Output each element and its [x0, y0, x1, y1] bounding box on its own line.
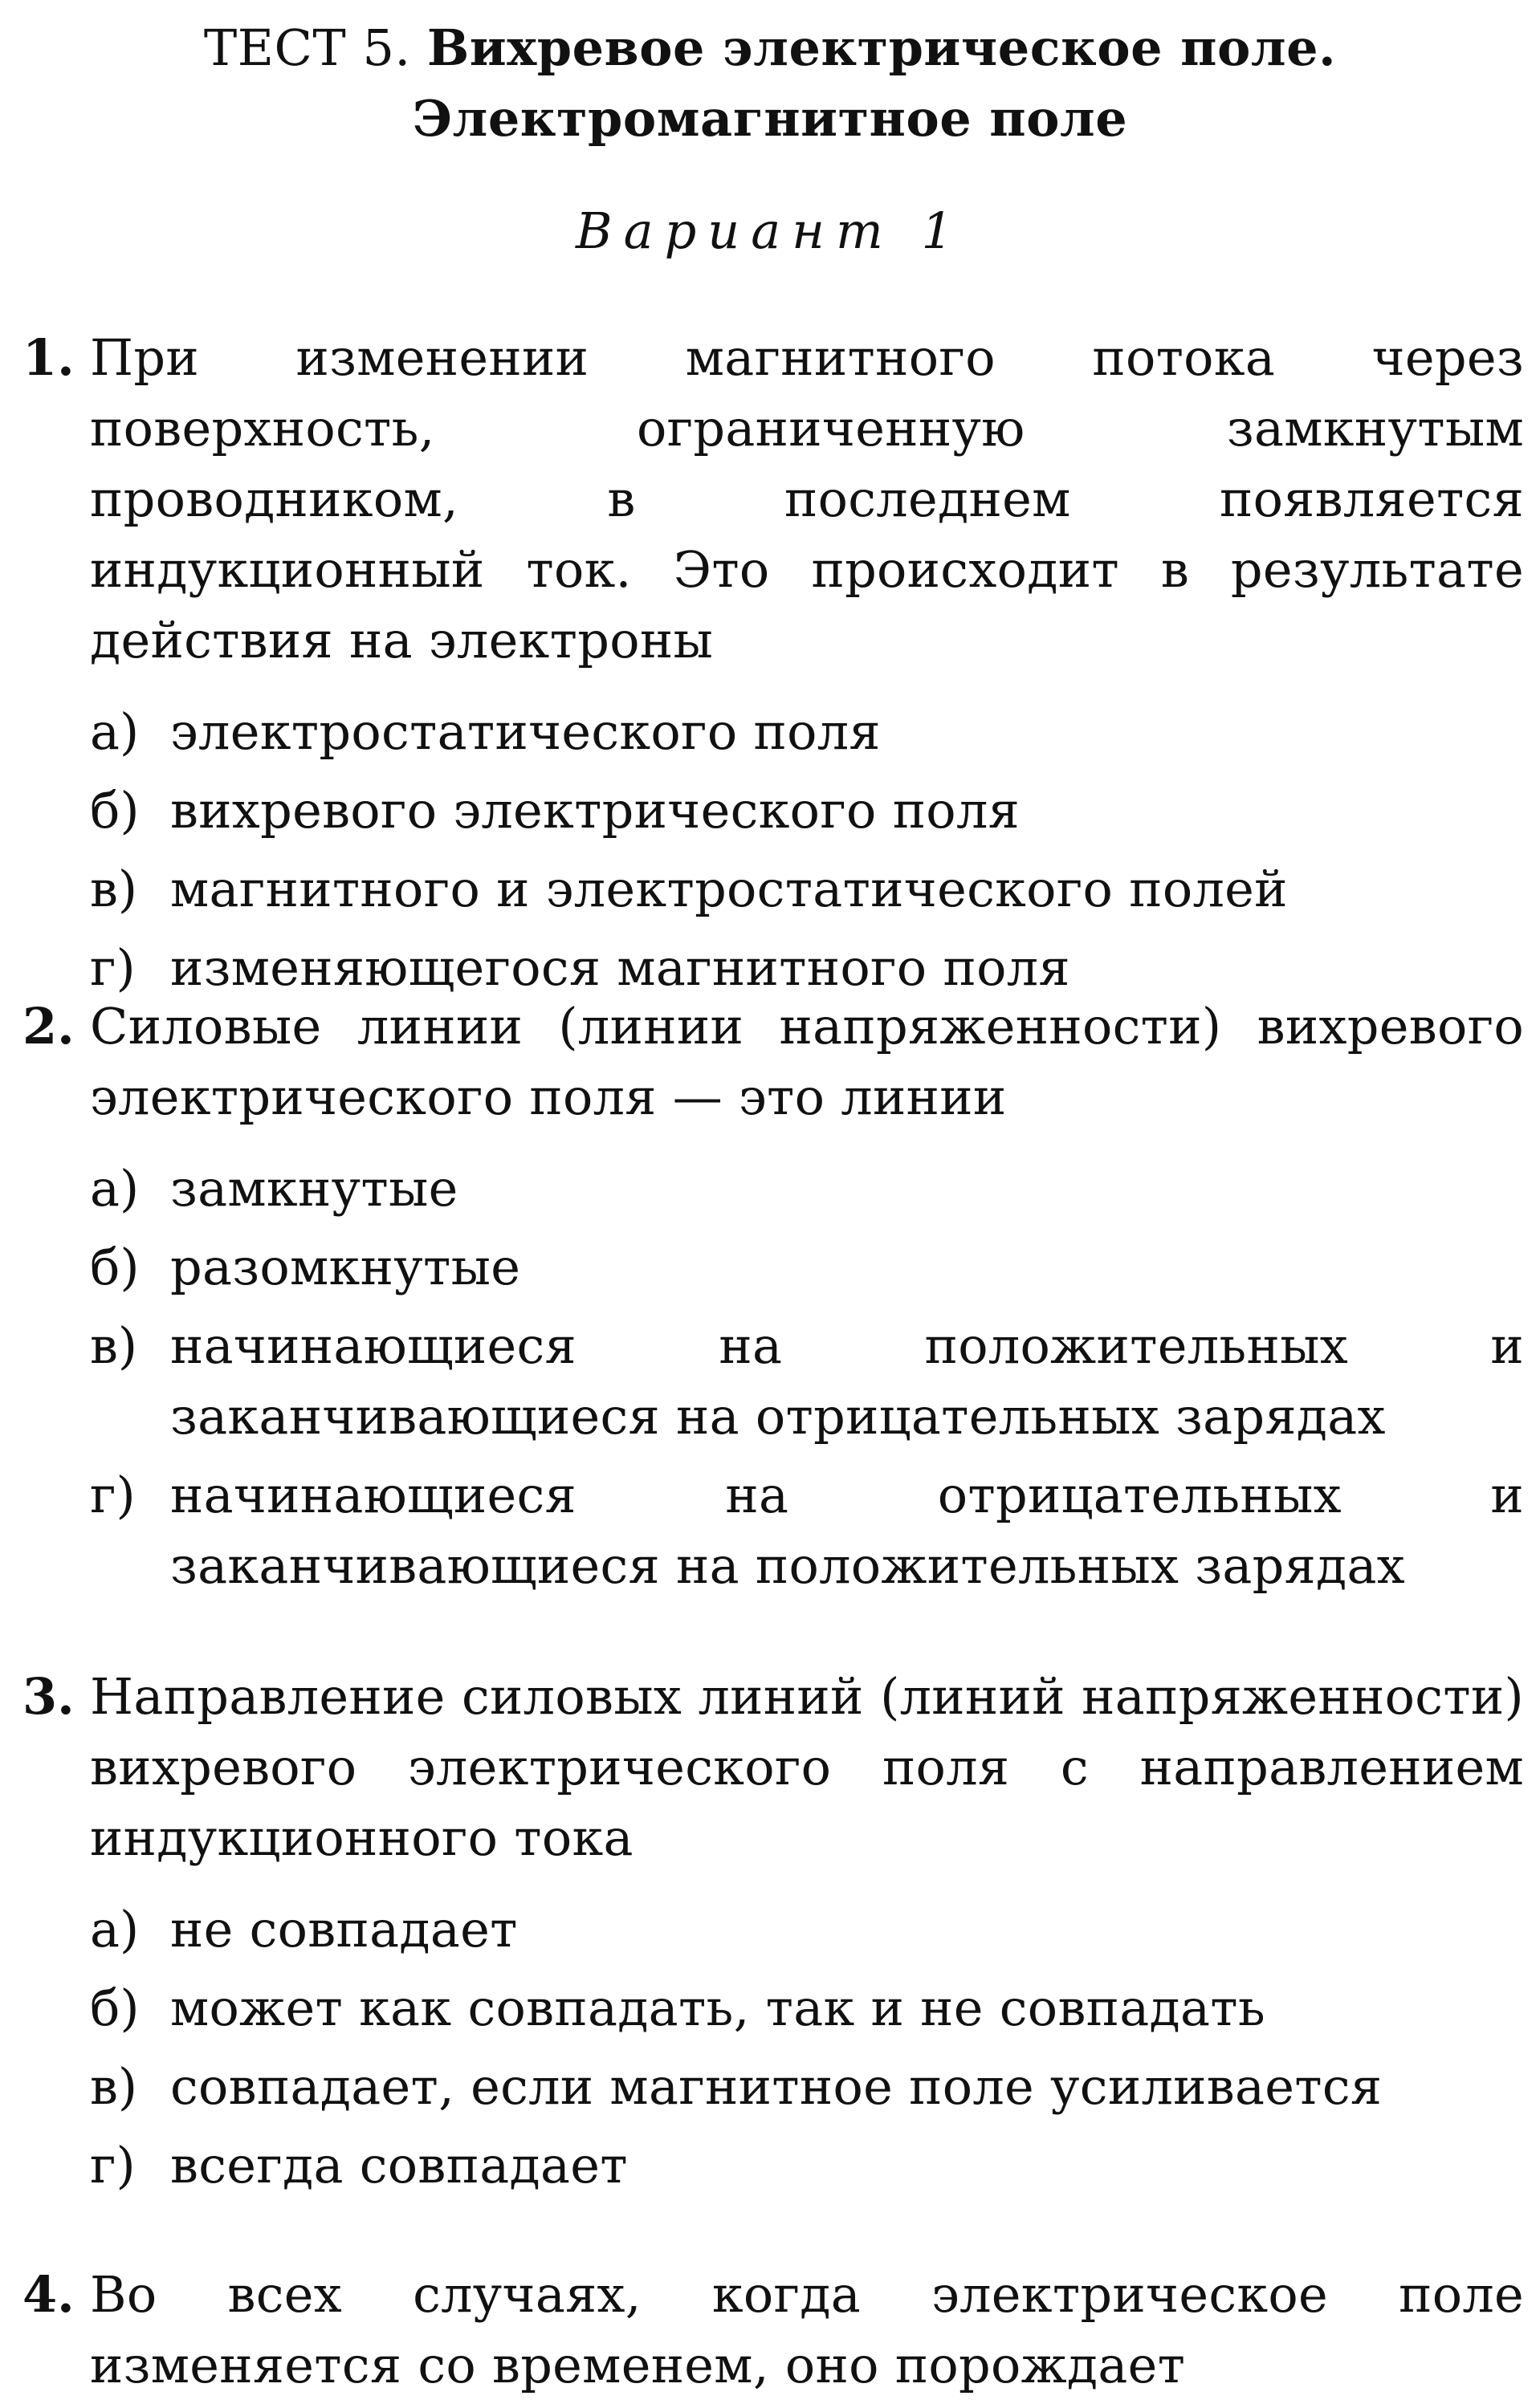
question-number: 3.	[22, 1667, 75, 1726]
question-4	[22, 2260, 1524, 2401]
answer-option	[90, 2052, 1524, 2122]
option-letter: б)	[90, 1238, 140, 1296]
option-text: начинающиеся на положительных и заканчивающиеся на отрицательных зарядах	[170, 1316, 1524, 1446]
question-3	[22, 1662, 1524, 2209]
question-text: Во всех случаях, когда электрическое поле изменяется со временем, оно порождает	[90, 2265, 1524, 2394]
option-letter: г)	[90, 1466, 136, 1524]
question-number: 2.	[22, 997, 75, 1056]
variant-label: Вариант 1	[576, 201, 964, 260]
question-1	[22, 323, 1524, 1011]
option-letter: в)	[90, 2057, 138, 2116]
option-letter: г)	[90, 2136, 136, 2194]
option-text: замкнутые	[170, 1159, 458, 1218]
question-text: Силовые линии (линии напряженности) вихревого электрического поля — это линии	[90, 997, 1524, 1126]
answer-option	[90, 1460, 1524, 1601]
option-letter: а)	[90, 1900, 140, 1959]
question-head	[22, 323, 1524, 676]
option-letter: г)	[90, 938, 136, 997]
question-2	[22, 991, 1524, 1609]
answer-option	[90, 1153, 1524, 1224]
answer-option	[90, 2130, 1524, 2201]
option-letter: а)	[90, 1159, 140, 1218]
option-text: не совпадает	[170, 1900, 518, 1959]
answer-option	[90, 1973, 1524, 2044]
answer-option	[90, 775, 1524, 846]
answer-options	[22, 1153, 1524, 1601]
test-number: ТЕСТ 5.	[203, 18, 411, 77]
option-text: вихревого электрического поля	[170, 781, 1021, 840]
option-text: может как совпадать, так и не совпадать	[170, 1979, 1265, 2037]
option-text: совпадает, если магнитное поле усиливается	[170, 2057, 1383, 2116]
question-text: Направление силовых линий (линий напряженности) вихревого электрического поля с направлением индукционного тока	[90, 1667, 1524, 1867]
option-letter: в)	[90, 860, 138, 918]
question-head	[22, 2260, 1524, 2401]
option-text: разомкнутые	[170, 1238, 521, 1296]
question-number: 4.	[22, 2265, 75, 2324]
option-letter: в)	[90, 1316, 138, 1375]
option-text: изменяющегося магнитного поля	[170, 938, 1070, 997]
option-text: всегда совпадает	[170, 2136, 628, 2194]
answer-options	[22, 697, 1524, 1003]
answer-option	[90, 1894, 1524, 1965]
option-text: начинающиеся на отрицательных и заканчивающиеся на положительных зарядах	[170, 1466, 1524, 1595]
question-number: 1.	[22, 328, 75, 387]
option-text: электростатического поля	[170, 702, 881, 761]
answer-option	[90, 1311, 1524, 1452]
answer-option	[90, 1232, 1524, 1303]
test-title-line1	[0, 14, 1540, 82]
answer-option	[90, 697, 1524, 767]
question-text: При изменении магнитного потока через поверхность, ограниченную замкнутым проводником, в последнем появляется индукционный ток. Это происходит в результате действия на электроны	[90, 328, 1524, 669]
option-letter: а)	[90, 702, 140, 761]
test-topic: Вихревое электрическое поле.	[426, 18, 1337, 77]
test-title-line2: Электромагнитное поле	[412, 89, 1128, 148]
question-head	[22, 991, 1524, 1133]
option-letter: б)	[90, 1979, 140, 2037]
option-letter: б)	[90, 781, 140, 840]
answer-option	[90, 854, 1524, 925]
question-head	[22, 1662, 1524, 1873]
option-text: магнитного и электростатического полей	[170, 860, 1288, 918]
answer-options	[22, 1894, 1524, 2201]
